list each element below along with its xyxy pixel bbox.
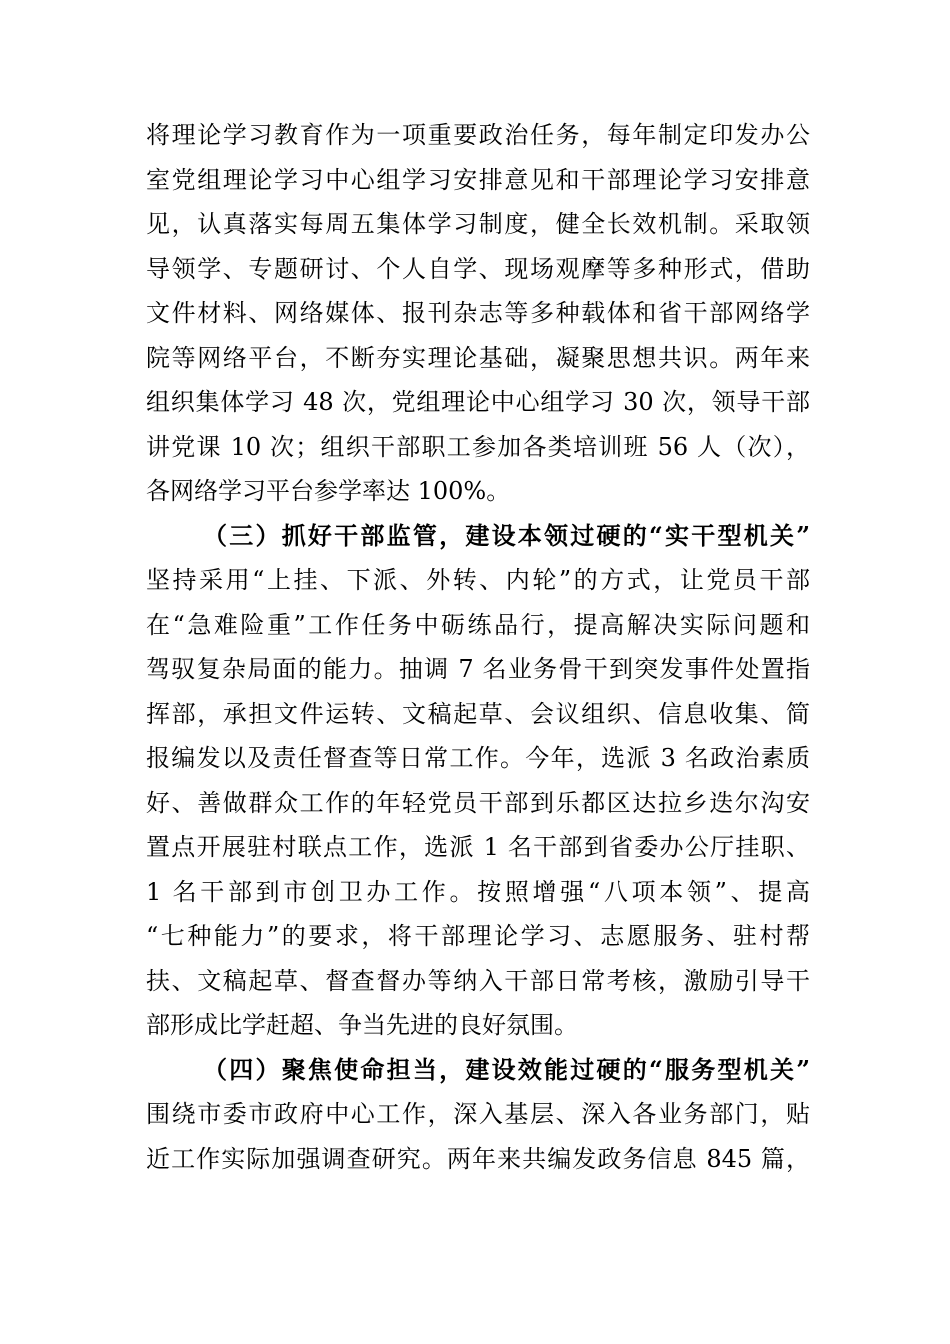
text-line: 导领学、专题研讨、个人自学、现场观摩等多种形式，借助 — [146, 254, 810, 283]
text-line: 围绕市委市政府中心工作，深入基层、深入各业务部门，贴 — [146, 1100, 810, 1128]
section-heading: （三）抓好干部监管，建设本领过硬的“实干型机关” — [203, 520, 810, 550]
text-line: 驾驭复杂局面的能力。抽调 7 名业务骨干到突发事件处置指 — [146, 655, 810, 683]
text-line: 在“急难险重”工作任务中砺练品行，提高解决实际问题和 — [146, 610, 810, 639]
text-line: 室党组理论学习中心组学习安排意见和干部理论学习安排意 — [146, 165, 810, 194]
text-line: “七种能力”的要求，将干部理论学习、志愿服务、驻村帮 — [146, 922, 810, 950]
text-line: 将理论学习教育作为一项重要政治任务，每年制定印发办公 — [146, 121, 810, 149]
text-line: 置点开展驻村联点工作，选派 1 名干部到省委办公厅挂职、 — [146, 833, 810, 861]
text-line: 院等网络平台，不断夯实理论基础，凝聚思想共识。两年来 — [146, 343, 810, 372]
text-line: 近工作实际加强调查研究。两年来共编发政务信息 845 篇， — [146, 1144, 810, 1173]
text-line: 扶、文稿起草、督查督办等纳入干部日常考核，激励引导干 — [146, 966, 810, 995]
text-line: 坚持采用“上挂、下派、外转、内轮”的方式，让党员干部 — [146, 566, 810, 594]
text-line: 挥部，承担文件运转、文稿起草、会议组织、信息收集、简 — [146, 699, 810, 728]
text-line: 好、善做群众工作的年轻党员干部到乐都区达拉乡迭尔沟安 — [146, 788, 810, 817]
text-line: 部形成比学赶超、争当先进的良好氛围。 — [146, 1011, 578, 1039]
text-line: 见，认真落实每周五集体学习制度，健全长效机制。采取领 — [146, 210, 810, 238]
text-line: 报编发以及责任督查等日常工作。今年，选派 3 名政治素质 — [146, 744, 810, 772]
text-line: 各网络学习平台参学率达 100%。 — [146, 477, 511, 505]
section-heading: （四）聚焦使命担当，建设效能过硬的“服务型机关” — [203, 1054, 810, 1084]
text-line: 文件材料、网络媒体、报刊杂志等多种载体和省干部网络学 — [146, 299, 810, 327]
body-text — [146, 113, 810, 1181]
text-line: 讲党课 10 次；组织干部职工参加各类培训班 56 人（次）， — [146, 432, 810, 461]
text-line: 组织集体学习 48 次，党组理论中心组学习 30 次，领导干部 — [146, 388, 810, 416]
text-line: 1 名干部到市创卫办工作。按照增强“八项本领”、提高 — [146, 877, 810, 906]
